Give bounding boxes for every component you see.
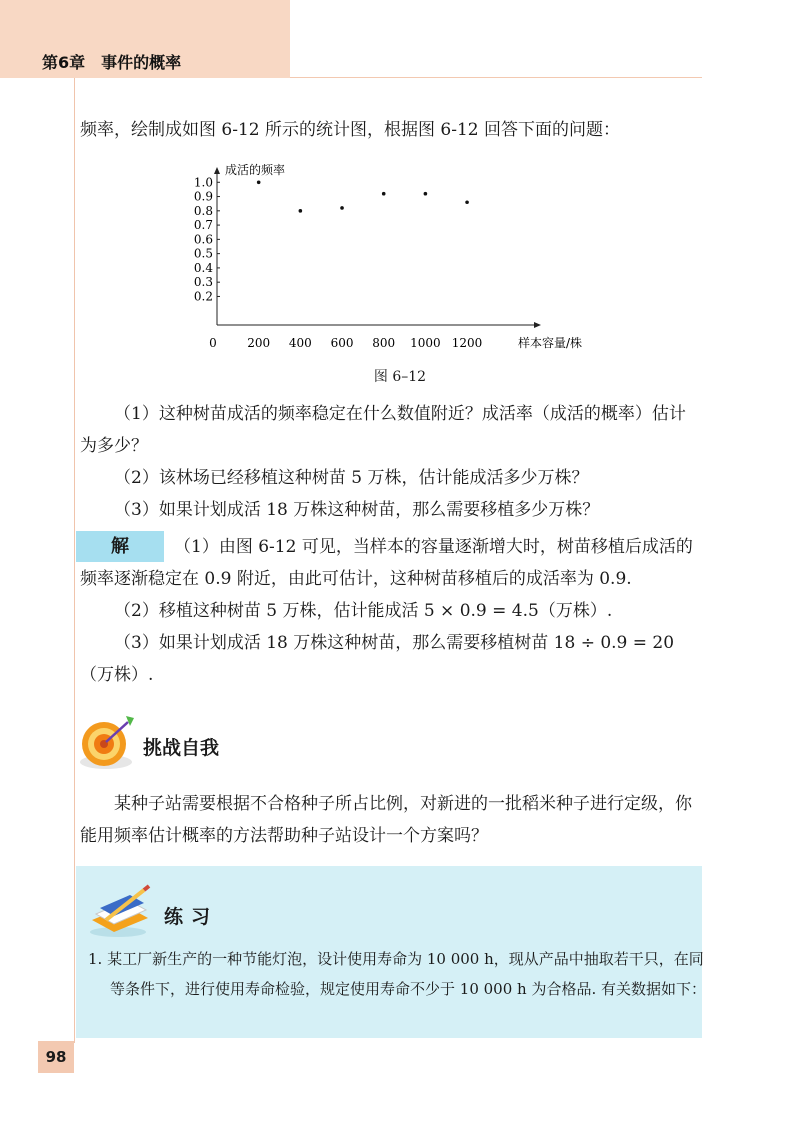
chapter-title: 第6章 事件的概率 bbox=[42, 53, 182, 72]
x-tick-label: 200 bbox=[247, 336, 271, 350]
left-margin-rule bbox=[74, 78, 75, 1043]
x-tick-label: 0 bbox=[209, 336, 217, 350]
scatter-chart-svg bbox=[180, 160, 600, 370]
scatter-chart bbox=[180, 160, 600, 370]
solution-tag: 解 bbox=[76, 531, 164, 562]
exercise-title: 练习 bbox=[164, 906, 219, 928]
question-2: （2）该林场已经移植这种树苗 5 万株，估计能成活多少万株？ bbox=[114, 468, 589, 488]
y-tick-label: 0.5 bbox=[193, 246, 213, 261]
target-icon bbox=[76, 712, 142, 774]
x-tick-label: 400 bbox=[288, 336, 312, 350]
exercise-box bbox=[76, 866, 706, 1038]
data-point bbox=[299, 209, 303, 213]
x-tick-label: 1000 bbox=[410, 336, 441, 350]
figure-caption: 图 6–12 bbox=[373, 369, 427, 385]
question-1: （1）这种树苗成活的频率稳定在什么数值附近？成活率（成活的概率）估计为多少？ bbox=[80, 404, 686, 456]
data-point bbox=[382, 192, 386, 196]
y-tick-label: 0.8 bbox=[193, 203, 213, 218]
y-tick-label: 0.7 bbox=[193, 218, 213, 233]
page-number: 98 bbox=[38, 1041, 74, 1073]
y-tick-label: 0.4 bbox=[193, 260, 213, 275]
solution-part-3: （3）如果计划成活 18 万株这种树苗，那么需要移植树苗 18 ÷ 0.9 = 20（万株）. bbox=[80, 633, 675, 685]
solution-part-1: （1）由图 6-12 可见，当样本的容量逐渐增大时，树苗移植后成活的频率逐渐稳定在 0.9 附近，由此可估计，这种树苗移植后的成活率为 0.9. bbox=[80, 537, 693, 589]
x-tick-label: 800 bbox=[372, 336, 396, 350]
notebook-pencil-icon bbox=[86, 884, 156, 940]
x-axis-label: 样本容量/株 bbox=[518, 336, 583, 350]
solution-part-2: （2）移植这种树苗 5 万株，估计能成活 5 × 0.9 = 4.5（万株）. bbox=[114, 601, 613, 621]
y-tick-label: 0.6 bbox=[193, 232, 213, 247]
y-tick-label: 0.2 bbox=[193, 289, 213, 304]
x-tick-label: 600 bbox=[330, 336, 354, 350]
y-tick-label: 0.9 bbox=[193, 189, 213, 204]
header-divider bbox=[290, 77, 702, 78]
challenge-title: 挑战自我 bbox=[143, 737, 220, 759]
exercise-item-1: 1. 某工厂新生产的一种节能灯泡，设计使用寿命为 10 000 h，现从产品中抽取若干只，在同等条件下，进行使用寿命检验，规定使用寿命不少于 10 000 h 为合格品. 有关数据如下： bbox=[88, 950, 706, 998]
data-point bbox=[465, 200, 469, 204]
y-axis-label: 成活的频率 bbox=[225, 163, 286, 177]
question-3: （3）如果计划成活 18 万株这种树苗，那么需要移植多少万株？ bbox=[114, 500, 600, 520]
intro-paragraph: 频率，绘制成如图 6-12 所示的统计图，根据图 6-12 回答下面的问题： bbox=[80, 120, 620, 140]
data-point bbox=[257, 180, 261, 184]
y-tick-label: 0.3 bbox=[193, 275, 213, 290]
x-tick-label: 1200 bbox=[451, 336, 483, 350]
data-point bbox=[424, 192, 428, 196]
challenge-text: 某种子站需要根据不合格种子所占比例，对新进的一批稻米种子进行定级，你能用频率估计概率的方法帮助种子站设计一个方案吗？ bbox=[80, 794, 692, 846]
data-point bbox=[340, 206, 344, 210]
y-tick-label: 1.0 bbox=[193, 175, 213, 190]
